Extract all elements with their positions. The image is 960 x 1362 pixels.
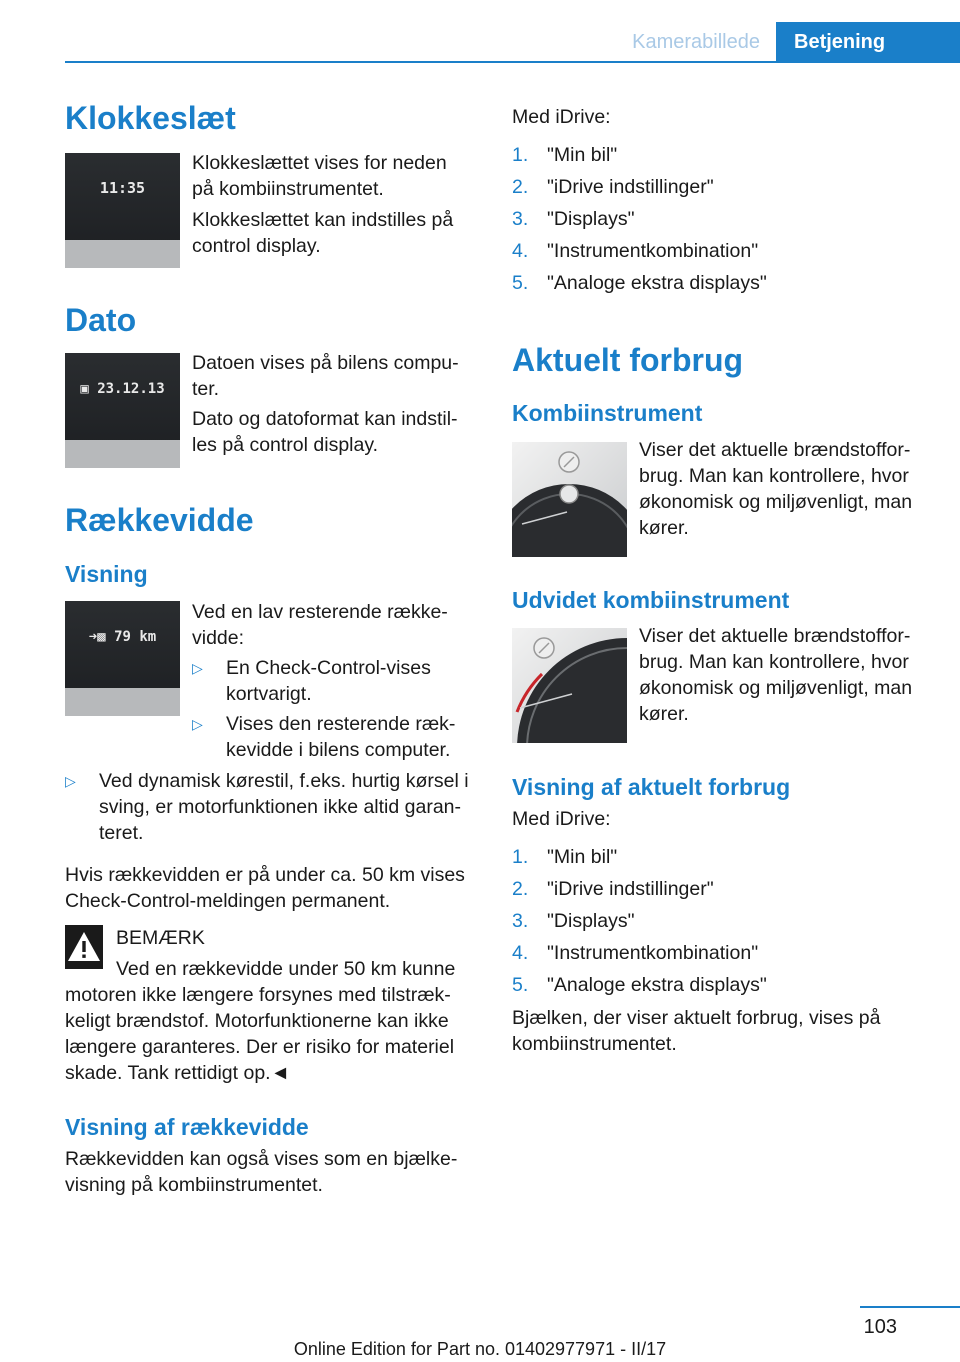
extended-gauge-image [512,628,627,743]
warning-title: BEMÆRK [116,927,205,949]
date-display-value: ▣ 23.12.13 [80,381,165,397]
heading-raekkevidde: Rækkevidde [65,502,254,538]
footer-rule [860,1306,960,1308]
heading-visning-af-aktuelt-forbrug: Visning af aktuelt forbrug [512,774,791,800]
heading-dato: Dato [65,302,137,338]
klokke-text-1: Klokkeslættet vises for neden på kombiinstrumentet. [192,152,447,200]
triangle-bullet-icon: ▷ [65,773,76,789]
triangle-bullet-icon: ▷ [192,660,203,676]
heading-aktuelt-forbrug: Aktuelt forbrug [512,342,744,378]
fuel-pump-icon: ➜▩ [88,629,115,645]
dato-text-2: Dato og datoformat kan indstil-les på control display. [192,408,458,456]
clock-display-value: 11:35 [99,179,146,197]
kombi-text: Viser det aktuelle brændstoffor-brug. Man kan kontrollere, hvor økonomisk og miljøvenligt, man kører. [639,439,913,539]
tab-kamerabillede[interactable]: Kamerabillede [632,31,760,53]
calendar-icon: ▣ [80,381,98,397]
klokke-text-2: Klokkeslættet kan indstilles på control display. [192,209,454,257]
idrive-label-2: Med iDrive: [512,808,611,830]
clock-display-image [65,153,180,268]
edition-footer: Online Edition for Part no. 01402977971 - II/17 [293,1339,667,1359]
warning-text: Ved en rækkevidde under 50 km kunne motoren ikke længere forsynes med tilstræk-keligt brændstof. Motorfunktionerne kan ikke længere garanteres. Der er risiko for materiel skade. Tank rettidigt op.◄ [65,958,456,1084]
heading-klokkeslaet: Klokkeslæt [65,100,236,136]
idrive-label-1: Med iDrive: [512,106,611,128]
triangle-bullet-icon: ▷ [192,716,203,732]
final-text: Bjælken, der viser aktuelt forbrug, vises på kombiinstrumentet. [512,1007,881,1055]
date-display-image [65,353,180,468]
header-rule [65,61,960,63]
tab-betjening[interactable]: Betjening [776,22,960,62]
consumption-gauge-image [512,442,627,557]
heading-kombiinstrument: Kombiinstrument [512,400,703,426]
range-display-value: ➜▩ 79 km [88,629,157,645]
header-tabs [616,22,960,62]
udvidet-text: Viser det aktuelle brændstoffor-brug. Man kan kontrollere, hvor økonomisk og miljøvenligt, man kører. [639,625,913,725]
range-display-image [65,601,180,716]
dato-text-1: Datoen vises på bilens compu-ter. [192,352,459,400]
visning-af-text: Rækkevidden kan også vises som en bjælke-visning på kombiinstrumentet. [65,1148,458,1196]
rk-intro: Ved en lav resterende række-vidde: [192,601,448,649]
rk-under-text: Hvis rækkevidden er på under ca. 50 km vises Check-Control-meldingen permanent. [65,864,465,912]
page-number: 103 [863,1316,897,1338]
heading-visning-af-raekkevidde: Visning af rækkevidde [65,1114,309,1140]
heading-visning: Visning [65,561,148,587]
heading-udvidet-kombiinstrument: Udvidet kombiinstrument [512,587,790,613]
